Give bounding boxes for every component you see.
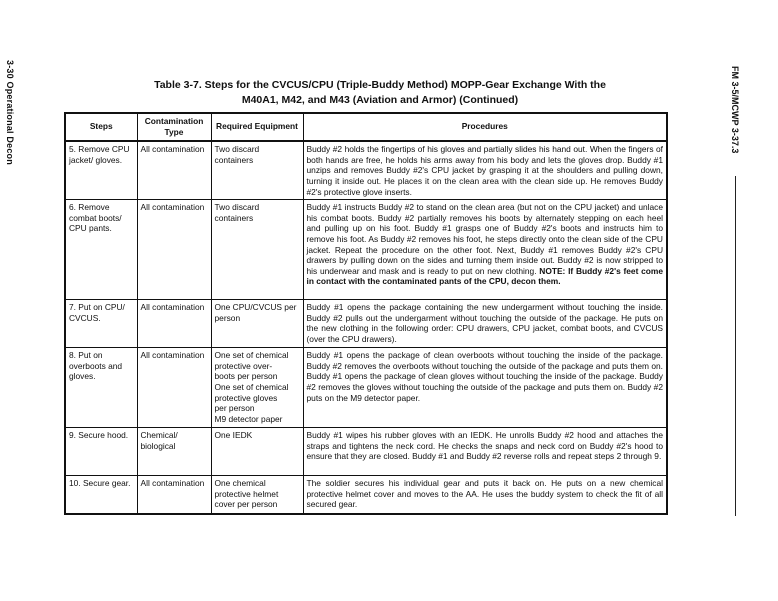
procedure-text: The soldier secures his individual gear and puts it back on. He puts on a new chemical protective helmet cover and moves to the AA. He uses the buddy system to check the fit of all secured gear.: [306, 478, 663, 510]
procedure-cell: [303, 348, 667, 428]
equipment-cell: One chemical protective helmet cover per person: [211, 476, 303, 514]
equipment-cell: One set of chemical protective over- boots per person One set of chemical protective gloves per person M9 detector paper: [211, 348, 303, 428]
equipment-cell: One CPU/CVCUS per person: [211, 300, 303, 348]
step-cell: 10. Secure gear.: [65, 476, 137, 514]
type-cell: All contamination: [137, 200, 211, 300]
procedure-text: Buddy #1 opens the package of clean overboots without touching the inside of the package. Buddy #2 removes the overboots without touching the outside of the package and puts them on. Buddy #1 opens the package of clean gloves without touching the inside of the package. Buddy #2 removes the gloves without touching the outside of the package and puts them on. Buddy #2 puts on the M9 detector paper.: [306, 350, 663, 403]
equipment-cell: One IEDK: [211, 428, 303, 476]
procedure-cell: [303, 141, 667, 199]
header-required-equipment: Required Equipment: [211, 113, 303, 141]
table-row: [65, 348, 667, 428]
manual-id-margin: FM 3-5/MCWP 3-37.3: [730, 66, 740, 154]
type-cell: All contamination: [137, 476, 211, 514]
table-title: [120, 78, 640, 108]
table-row: [65, 428, 667, 476]
procedure-cell: [303, 300, 667, 348]
step-cell: 6. Remove combat boots/ CPU pants.: [65, 200, 137, 300]
step-cell: 9. Secure hood.: [65, 428, 137, 476]
type-cell: All contamination: [137, 348, 211, 428]
type-cell: Chemical/ biological: [137, 428, 211, 476]
step-cell: 8. Put on overboots and gloves.: [65, 348, 137, 428]
type-cell: All contamination: [137, 300, 211, 348]
table-row: [65, 300, 667, 348]
type-cell: All contamination: [137, 141, 211, 199]
equipment-cell: Two discard containers: [211, 141, 303, 199]
table-row: [65, 200, 667, 300]
table-row: [65, 141, 667, 199]
header-contamination-type: Contamination Type: [137, 113, 211, 141]
procedure-text: Buddy #1 wipes his rubber gloves with an IEDK. He unrolls Buddy #2 hood and attaches the straps and tightens the neck cord. He checks the snaps and neck cord on Buddy #2's hood to ensure that they are closed. Buddy #1 and Buddy #2 reverse rolls and repeat steps 2 through 9.: [306, 430, 663, 462]
procedure-cell: [303, 428, 667, 476]
step-cell: 5. Remove CPU jacket/ gloves.: [65, 141, 137, 199]
equipment-cell: Two discard containers: [211, 200, 303, 300]
table-title-line-2: M40A1, M42, and M43 (Aviation and Armor) (Continued): [241, 94, 519, 106]
table-title-line-1: Table 3-7. Steps for the CVCUS/CPU (Triple-Buddy Method) MOPP-Gear Exchange With the: [154, 79, 606, 91]
procedure-cell: [303, 476, 667, 514]
step-cell: 7. Put on CPU/ CVCUS.: [65, 300, 137, 348]
procedure-text: Buddy #1 opens the package containing the new undergarment without touching the inside. Buddy #2 pulls out the undergarment without touching the outside of the package. He puts on the new clothing in the following order: CPU drawers, CPU jacket, combat boots, and CVCUS (over the CPU drawers).: [306, 302, 663, 344]
table-header-row: [65, 113, 667, 141]
table-row: [65, 476, 667, 514]
page-number-margin: 3-30 Operational Decon: [5, 60, 15, 165]
procedure-table: [64, 112, 668, 515]
procedure-text: Buddy #2 holds the fingertips of his gloves and partially slides his hand out. When the fingers of both hands are free, he holds his arms away from his body and lets the gloves drop. Buddy #1 unzips and removes Buddy #2's CPU jacket by grasping it at the shoulders and pulling down, turning it inside out. He places it on the clean area with the clean side up. He removes Buddy #2's protective glove inserts.: [306, 144, 663, 197]
margin-rule: [735, 176, 736, 516]
procedure-cell: [303, 200, 667, 300]
procedure-note: NOTE: If Buddy #2's feet come in contact with the contaminated pants of the CPU, decon them.: [306, 265, 664, 287]
procedure-text: Buddy #1 instructs Buddy #2 to stand on the clean area (but not on the CPU jacket) and unlace his combat boots. Buddy #2 partially removes his boots by alternately stepping on each heel and pulling up on his foot. Buddy #1 grasps one of Buddy #2's boots and instructs him to remove his foot. As Buddy #2 removes his foot, he steps directly onto the clean side of the CPU jacket. Repeat the procedure on the other foot. Next, Buddy #1 removes Buddy #2's CPU drawers by pulling down on the sides and turning them inside out. Buddy #2 is now stripped to his underwear and mask and is ready to put on new clothing.: [306, 202, 663, 276]
header-steps: Steps: [65, 113, 137, 141]
header-procedures: Procedures: [303, 113, 667, 141]
